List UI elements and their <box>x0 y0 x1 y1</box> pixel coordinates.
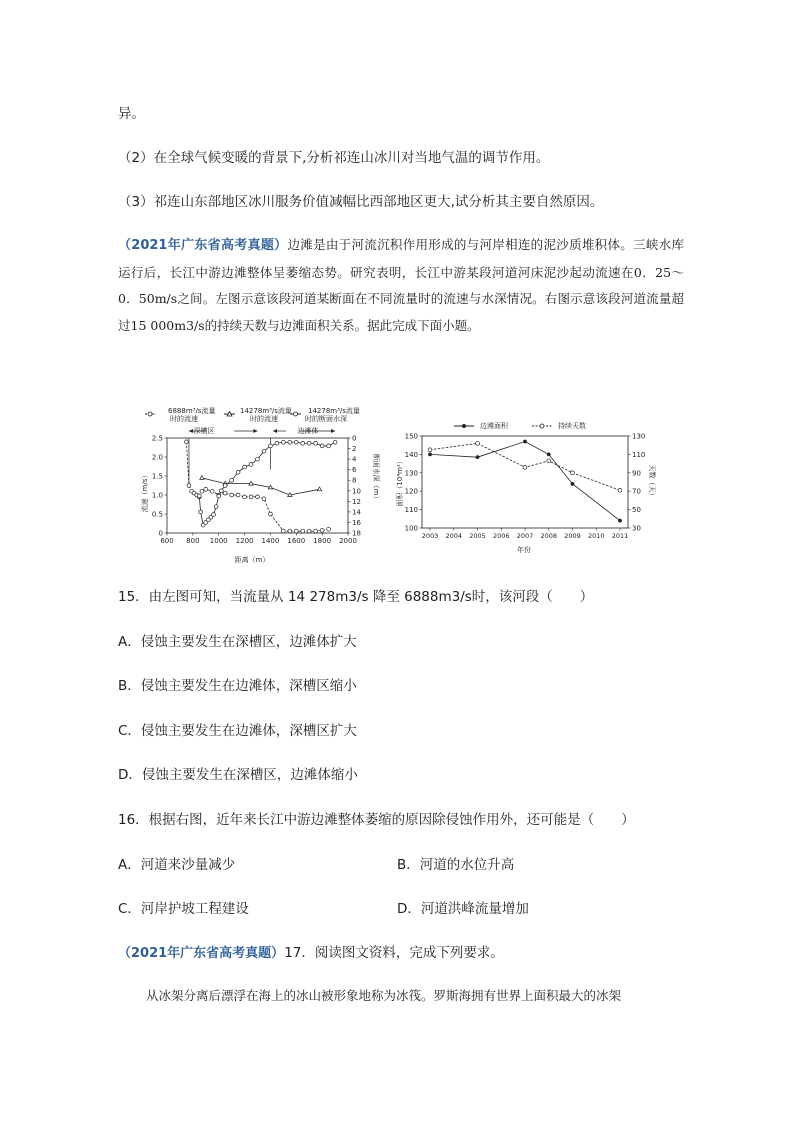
x-tick-label: 2004 <box>445 532 463 540</box>
zone-label-bank: 边滩体 <box>297 427 319 435</box>
x-tick-label: 2011 <box>611 532 629 540</box>
plot-frame <box>422 436 628 528</box>
data-point <box>281 529 285 533</box>
y-tick-label: 130 <box>404 469 418 478</box>
series-line <box>430 442 620 521</box>
y-tick-label: 2.5 <box>151 434 163 443</box>
data-point <box>214 505 218 509</box>
x-tick-label: 2007 <box>516 532 534 540</box>
x-tick-label: 2010 <box>587 532 605 540</box>
q16-option-a[interactable]: A．河道来沙量减少 <box>118 857 236 873</box>
data-point <box>236 470 240 474</box>
data-point <box>230 478 234 482</box>
data-point <box>219 489 223 493</box>
series-line <box>199 442 335 525</box>
y2-tick-label: 12 <box>352 497 361 506</box>
legend-1a: 6888m³/s流量 <box>168 407 216 415</box>
data-point <box>230 493 234 497</box>
data-point <box>320 444 324 448</box>
y-tick-label: 1.5 <box>151 472 163 481</box>
data-point <box>618 519 622 523</box>
data-point <box>571 471 575 475</box>
data-point <box>317 487 321 491</box>
data-point <box>327 444 331 448</box>
data-point <box>301 441 305 445</box>
data-point <box>249 462 253 466</box>
data-point <box>187 484 191 488</box>
y2-tick-label: 50 <box>632 506 641 515</box>
y2-tick-label: 10 <box>352 487 361 496</box>
zone-label-deep: 深槽区 <box>193 427 215 435</box>
legend-1b: 时的流速 <box>170 415 198 423</box>
q17-text: 从冰架分离后漂浮在海上的冰山被形象地称为冰筏。罗斯海拥有世界上面积最大的冰架 <box>146 988 622 1003</box>
y-tick-label: 140 <box>404 450 418 459</box>
data-point <box>262 497 266 501</box>
data-point <box>301 529 305 533</box>
data-point <box>269 512 273 516</box>
data-point <box>204 487 208 491</box>
q15-stem: 15．由左图可知，当流量从 14 278m3/s 降至 6888m3/s时，该河段（ ） <box>118 589 594 605</box>
question-part-2: （2）在全球气候变暖的背景下,分析祁连山冰川对当地气温的调节作用。 <box>118 150 550 166</box>
x-tick-label: 600 <box>160 537 174 545</box>
zone-arrow-head <box>273 429 277 433</box>
data-point <box>223 484 227 488</box>
q15-option-a[interactable]: A．侵蚀主要发生在深槽区，边滩体扩大 <box>118 634 357 650</box>
data-point <box>307 529 311 533</box>
q16-option-c[interactable]: C．河岸护坡工程建设 <box>118 901 249 917</box>
data-point <box>314 441 318 445</box>
data-point <box>327 527 331 531</box>
right-x-axis-label: 年份 <box>517 546 531 554</box>
x-tick-label: 2005 <box>469 532 486 540</box>
y2-tick-label: 4 <box>352 455 357 464</box>
y2-tick-label: 14 <box>352 508 361 517</box>
question-part-3: （3）祁连山东部地区冰川服务价值减幅比西部地区更大,试分析其主要自然原因。 <box>118 194 604 210</box>
y2-tick-label: 130 <box>632 432 646 441</box>
x-tick-label: 1000 <box>209 537 228 545</box>
y2-tick-label: 2 <box>352 445 357 454</box>
y2-tick-label: 90 <box>632 469 641 478</box>
data-point <box>212 513 216 517</box>
legend-3b: 时的断面水深 <box>305 415 347 423</box>
q15-option-d[interactable]: D．侵蚀主要发生在深槽区，边滩体缩小 <box>118 767 358 783</box>
y2-tick-label: 16 <box>352 518 361 527</box>
data-point <box>428 453 432 457</box>
passage-source: （2021年广东省高考真题） <box>118 238 288 253</box>
data-point <box>200 476 204 480</box>
data-point <box>547 453 551 457</box>
legend-2b: 时的流速 <box>250 415 278 423</box>
x-tick-label: 1200 <box>235 537 254 545</box>
legend-days: 持续天数 <box>558 422 586 430</box>
q16-option-b[interactable]: B．河道的水位升高 <box>397 857 515 873</box>
right-y-axis-label: 面积（10⁴m²） <box>396 457 404 507</box>
data-point <box>243 495 247 499</box>
data-point <box>288 529 292 533</box>
data-point <box>236 493 240 497</box>
data-point <box>256 457 260 461</box>
data-point <box>428 448 432 452</box>
left-x-axis-label: 距离（m） <box>234 556 270 564</box>
y-tick-label: 0 <box>158 529 163 538</box>
data-point <box>217 494 221 498</box>
data-point <box>294 529 298 533</box>
data-point <box>523 440 527 444</box>
data-point <box>523 465 527 469</box>
data-point <box>249 495 253 499</box>
data-point <box>262 449 266 453</box>
x-tick-label: 2003 <box>421 532 439 540</box>
data-point <box>199 510 203 514</box>
data-point <box>314 529 318 533</box>
q15-option-b[interactable]: B．侵蚀主要发生在边滩体，深槽区缩小 <box>118 678 357 694</box>
data-point <box>210 489 214 493</box>
y2-tick-label: 0 <box>352 434 357 443</box>
data-point <box>320 528 324 532</box>
data-point <box>476 455 480 459</box>
q16-option-d[interactable]: D．河道洪峰流量增加 <box>397 901 529 917</box>
passage-text: 边滩是由于河流沉积作用形成的与河岸相连的泥沙质堆积体。三峡水库运行后，长江中游边滩整体呈萎缩态势。研究表明，长江中游某段河道河床泥沙起动流速在0．25～0．50m/s之间。左图示意该段河道某断面在不同流量时的流速与水深情况。右图示意该段河道流量超过15 000m3/s的持续天数与边滩面积关系。据此完成下面小题。 <box>118 237 684 333</box>
data-point <box>223 491 227 495</box>
data-point <box>197 494 201 498</box>
data-point <box>281 440 285 444</box>
q16-stem: 16．根据右图，近年来长江中游边滩整体萎缩的原因除侵蚀作用外，还可能是（ ） <box>118 812 635 828</box>
left-y2-axis-label: 断面水深（m） <box>372 453 380 503</box>
data-point <box>618 488 622 492</box>
zone-arrow-head <box>254 429 258 433</box>
legend-area: 边滩面积 <box>480 422 508 430</box>
zone-arrow-head <box>189 429 193 433</box>
x-tick-label: 1400 <box>261 537 280 545</box>
data-point <box>333 440 337 444</box>
data-point <box>288 440 292 444</box>
x-tick-label: 2009 <box>564 532 581 540</box>
series-line <box>202 478 320 495</box>
x-tick-label: 2000 <box>339 537 357 545</box>
passage <box>118 232 684 339</box>
y2-tick-label: 30 <box>632 524 641 533</box>
y2-tick-label: 110 <box>632 450 646 459</box>
x-tick-label: 800 <box>186 537 200 545</box>
q15-option-c[interactable]: C．侵蚀主要发生在边滩体，深槽区扩大 <box>118 723 357 739</box>
q17-stem: 17．阅读图文资料，完成下列要求。 <box>284 945 504 961</box>
text-line: 异。 <box>118 106 145 122</box>
x-tick-label: 1600 <box>287 537 306 545</box>
left-y-axis-label: 流速（m/s） <box>141 471 149 513</box>
x-tick-label: 2008 <box>540 532 558 540</box>
data-point <box>307 441 311 445</box>
y2-tick-label: 6 <box>352 466 357 475</box>
right-chart <box>392 400 662 565</box>
y-tick-label: 2.0 <box>151 453 163 462</box>
y-tick-label: 150 <box>404 432 418 441</box>
data-point <box>269 444 273 448</box>
y-tick-label: 1.0 <box>151 491 163 500</box>
data-point <box>256 495 260 499</box>
data-point <box>200 489 204 493</box>
y2-tick-label: 70 <box>632 487 641 496</box>
right-chart-plot <box>405 433 646 541</box>
legend-2a: 14278m³/s流量 <box>240 407 292 415</box>
left-chart <box>140 400 380 565</box>
y-tick-label: 100 <box>404 524 418 533</box>
q17-source: （2021年广东省高考真题） <box>118 946 285 961</box>
left-chart-plot <box>152 429 362 545</box>
legend-3a: 14278m³/s流量 <box>308 407 360 415</box>
right-y2-axis-label: 天数（天） <box>648 464 656 500</box>
y2-tick-label: 18 <box>352 529 361 538</box>
q17-header <box>118 941 504 961</box>
zone-arrow-head <box>331 429 335 433</box>
plot-frame <box>167 438 348 533</box>
data-point <box>243 465 247 469</box>
y-tick-label: 110 <box>404 506 418 515</box>
y2-tick-label: 8 <box>352 476 357 485</box>
data-point <box>547 459 551 463</box>
y-tick-label: 120 <box>404 487 418 496</box>
data-point <box>476 441 480 445</box>
data-point <box>571 482 575 486</box>
x-tick-label: 1800 <box>313 537 332 545</box>
data-point <box>184 440 188 444</box>
data-point <box>294 440 298 444</box>
y-tick-label: 0.5 <box>151 510 163 519</box>
data-point <box>275 441 279 445</box>
x-tick-label: 2006 <box>492 532 510 540</box>
